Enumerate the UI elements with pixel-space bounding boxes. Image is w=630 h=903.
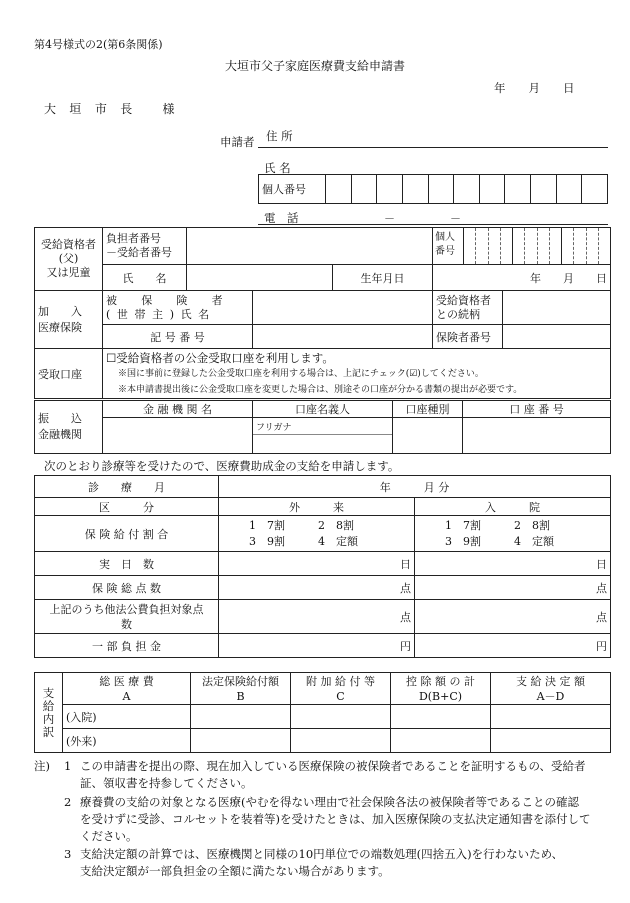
payment-field[interactable] (291, 729, 391, 753)
account-number-header: 口 座 番 号 (463, 401, 611, 418)
statutory-benefit-header: 法定保険給付額 B (191, 673, 291, 705)
eligible-name-label: 氏 名 (103, 265, 187, 291)
payment-table (34, 672, 611, 753)
birth-label: 生年月日 (333, 265, 433, 291)
insurer-number-field[interactable] (503, 325, 611, 349)
account-type-field[interactable] (393, 418, 463, 454)
account-note-2: ※本申請書提出後に公金受取口座を変更した場合は、別途その口座が分かる書類の提出が必要です。 (118, 384, 523, 395)
note-1-text: この申請書を提出の際、現在加入している医療保険の被保険者であることを証明するもの、受給者 証、領収書を持参してください。 (80, 759, 586, 790)
public-account-checkbox[interactable]: ☐受給資格者の公金受取口座を利用します。 (106, 350, 334, 365)
insurance-label: 加 入 医療保険 (35, 291, 103, 349)
furigana-label: フリガナ (253, 418, 392, 435)
my-number-digit[interactable] (428, 175, 454, 204)
inpatient-public-field[interactable]: 点 (415, 600, 611, 634)
insurer-number-label: 保険者番号 (433, 325, 503, 349)
bank-name-header: 金 融 機 関 名 (103, 401, 253, 418)
payment-field[interactable] (191, 729, 291, 753)
relation-field[interactable] (503, 291, 611, 325)
copay-label: 一 部 負 担 金 (35, 634, 219, 658)
form-number: 第4号様式の2(第6条関係) (34, 38, 163, 51)
address-label: 住 所 (266, 129, 293, 143)
treatment-month-label: 診 療 月 (35, 476, 219, 498)
bank-name-field[interactable] (103, 418, 253, 454)
my-number-digit[interactable] (556, 175, 582, 204)
outpatient-points-field[interactable]: 点 (219, 576, 415, 600)
my-number-label: 個人番号 (259, 175, 326, 204)
date-line: 年 月 日 (494, 81, 575, 95)
inpatient-days-field[interactable]: 日 (415, 552, 611, 576)
account-note-1: ※国に事前に登録した公金受取口座を利用する場合は、上記にチェック(☑)してください。 (118, 368, 484, 379)
relation-label: 受給資格者 との続柄 (433, 291, 503, 325)
account-number-field[interactable] (463, 418, 611, 454)
outpatient-copay-field[interactable]: 円 (219, 634, 415, 658)
addressee: 大 垣 市 長 様 (44, 102, 180, 116)
burden-number-label: 負担者番号 －受給者番号 (103, 228, 187, 265)
payment-field[interactable] (491, 729, 611, 753)
inpatient-points-field[interactable]: 点 (415, 576, 611, 600)
payment-field[interactable] (391, 729, 491, 753)
page-title: 大垣市父子家庭医療費支給申請書 (224, 59, 405, 73)
phone-line (258, 224, 608, 225)
name-label: 氏 名 (264, 161, 291, 175)
my-number-table (258, 174, 608, 204)
treatment-month-field[interactable]: 年 月 分 (219, 476, 611, 498)
my-number-digit[interactable] (326, 175, 352, 204)
note-2-text: 療養費の支給の対象となる医療(やむを得ない理由で社会保険各法の被保険者等であることの確認 を受けずに受診、コルセットを装着等)を受けたときは、加入医療保険の支払決定通知書を添付して ください。 (80, 795, 591, 843)
my-number-digit[interactable] (531, 175, 557, 204)
account-label: 受取口座 (35, 349, 103, 399)
category-header: 区 分 (35, 498, 219, 516)
address-line (258, 147, 608, 148)
symbol-number-label: 記 号 番 号 (103, 325, 253, 349)
total-cost-header: 総 医 療 費 A (63, 673, 191, 705)
bank-table (34, 400, 611, 454)
birth-field[interactable]: 年 月 日 (433, 265, 611, 291)
public-points-label: 上記のうち他法公費負担対象点 数 (35, 600, 219, 634)
account-holder-header: 口座名義人 (253, 401, 393, 418)
my-number-digit[interactable] (505, 175, 531, 204)
burden-number-field[interactable] (187, 228, 433, 265)
my-number-digit[interactable] (351, 175, 377, 204)
my-number-digit[interactable] (377, 175, 403, 204)
outpatient-header: 外 来 (219, 498, 415, 516)
inpatient-copay-field[interactable]: 円 (415, 634, 611, 658)
inpatient-header: 入 院 (415, 498, 611, 516)
insured-name-label: 被 保 険 者 (世帯主)氏名 (103, 291, 253, 325)
account-cell (103, 349, 611, 399)
eligibility-table (34, 227, 611, 399)
insured-name-field[interactable] (253, 291, 433, 325)
bank-label: 振 込 金融機関 (35, 401, 103, 454)
account-holder-field[interactable] (253, 418, 393, 454)
payment-field[interactable] (291, 705, 391, 729)
outpatient-public-field[interactable]: 点 (219, 600, 415, 634)
account-type-header: 口座種別 (393, 401, 463, 418)
benefit-ratio-label: 保 険 給 付 割 合 (35, 516, 219, 552)
payment-field[interactable] (391, 705, 491, 729)
inpatient-total-cost-field[interactable]: (入院) (63, 705, 191, 729)
payment-decision-header: 支 給 決 定 額 A－D (491, 673, 611, 705)
kojin-number-cell (433, 228, 611, 265)
kojin-number-label: 個人 番号 (433, 228, 464, 264)
applicant-label: 申請者 (220, 135, 255, 149)
phone-label: 電 話 (264, 211, 299, 225)
note-1-number: 1 (64, 759, 72, 773)
note-3-number: 3 (64, 847, 72, 861)
symbol-number-field[interactable] (253, 325, 433, 349)
my-number-digit[interactable] (402, 175, 428, 204)
my-number-digit[interactable] (454, 175, 480, 204)
phone-separator: － － (384, 212, 461, 225)
outpatient-total-cost-field[interactable]: (外来) (63, 729, 191, 753)
days-label: 実 日 数 (35, 552, 219, 576)
my-number-digit[interactable] (582, 175, 608, 204)
payment-side-label: 支 給 内 訳 (35, 673, 63, 753)
note-3-text: 支給決定額の計算では、医療機関と同様の10円単位での端数処理(四捨五入)を行わないため、 支給決定額が一部負担金の全額に満たない場合があります。 (80, 847, 564, 878)
outpatient-days-field[interactable]: 日 (219, 552, 415, 576)
my-number-digit[interactable] (479, 175, 505, 204)
treatment-table (34, 475, 611, 658)
apply-statement: 次のとおり診療等を受けたので、医療費助成金の支給を申請します。 (44, 459, 400, 473)
notes-prefix: 注) (34, 759, 50, 773)
outpatient-ratio-options[interactable]: 1 7割 2 8割 3 9割 4 定額 (219, 516, 415, 552)
note-2-number: 2 (64, 795, 72, 809)
total-points-label: 保 険 総 点 数 (35, 576, 219, 600)
eligible-label: 受給資格者 (父) 又は児童 (35, 228, 103, 291)
additional-benefit-header: 附 加 給 付 等 C (291, 673, 391, 705)
payment-field[interactable] (191, 705, 291, 729)
payment-field[interactable] (491, 705, 611, 729)
inpatient-ratio-options[interactable]: 1 7割 2 8割 3 9割 4 定額 (415, 516, 611, 552)
deduction-total-header: 控 除 額 の 計 D(B+C) (391, 673, 491, 705)
eligible-name-field[interactable] (187, 265, 333, 291)
